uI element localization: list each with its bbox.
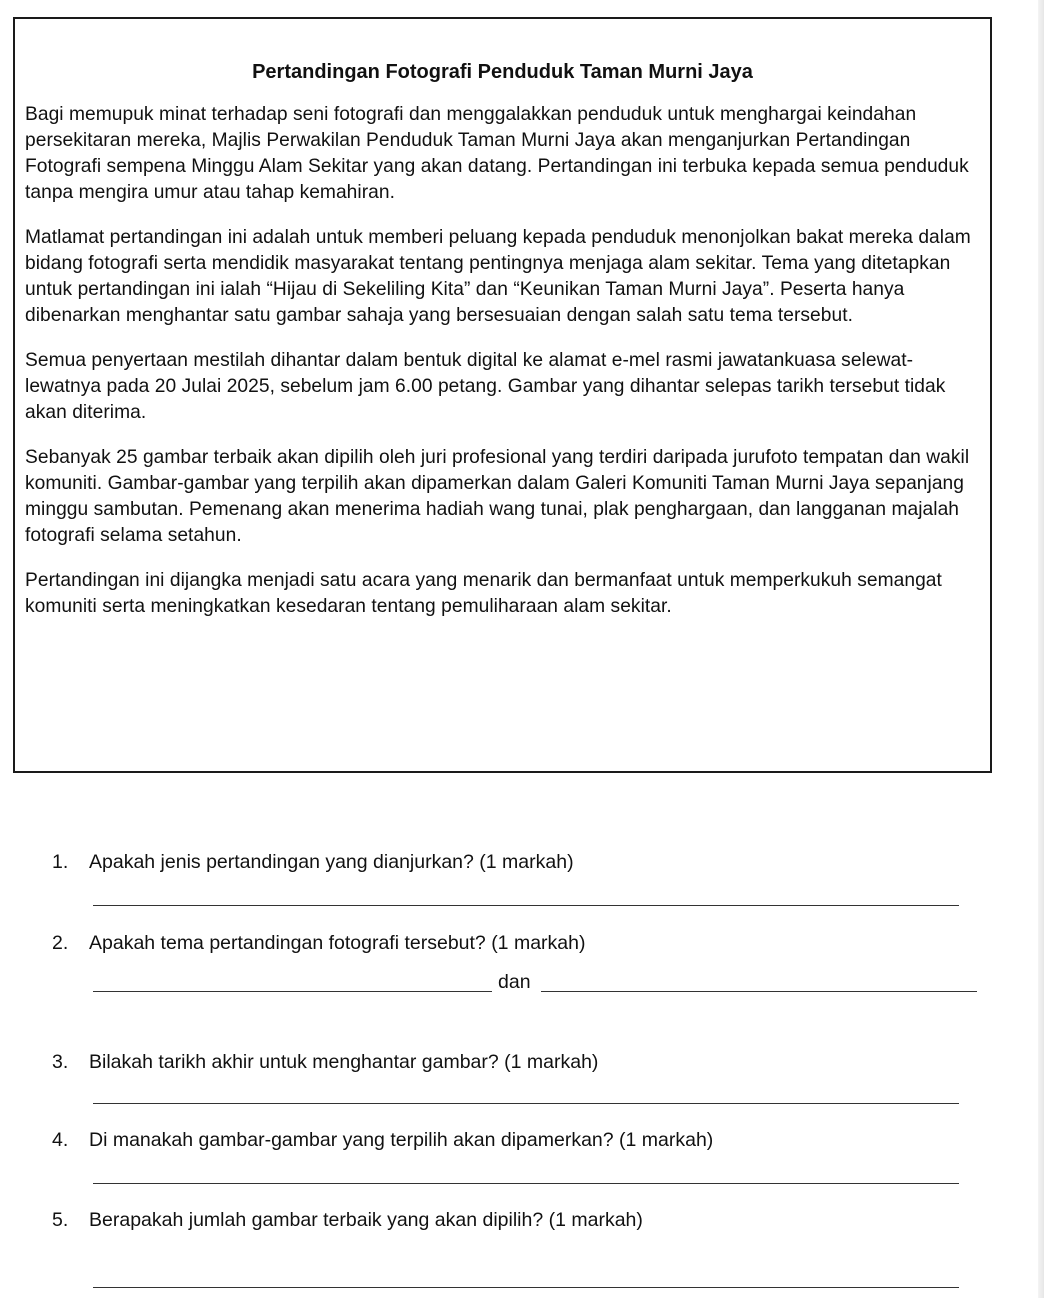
- connector-dan: dan: [498, 971, 531, 993]
- question-2: [52, 931, 585, 955]
- question-text: Berapakah jumlah gambar terbaik yang akan dipilih? (1 markah): [89, 1209, 643, 1231]
- answer-line-4[interactable]: [93, 1183, 959, 1184]
- question-number: 4.: [52, 1129, 69, 1151]
- question-3: [52, 1050, 598, 1074]
- question-text: Apakah jenis pertandingan yang dianjurkan? (1 markah): [89, 851, 574, 873]
- answer-line-2b[interactable]: [541, 991, 977, 992]
- question-1: [52, 850, 574, 874]
- question-5: [52, 1208, 643, 1232]
- passage-paragraph-1: Bagi memupuk minat terhadap seni fotografi dan menggalakkan penduduk untuk menghargai keindahan persekitaran mereka, Majlis Perwakilan Penduduk Taman Murni Jaya akan menganjurkan Pertandingan Fotografi sempena Minggu Alam Sekitar yang akan datang. Pertandingan ini terbuka kepada semua penduduk tanpa mengira umur atau tahap kemahiran.: [25, 104, 969, 203]
- question-4: [52, 1128, 713, 1152]
- page-edge-shadow: [1038, 0, 1044, 1298]
- passage-paragraph-2: Matlamat pertandingan ini adalah untuk memberi peluang kepada penduduk menonjolkan bakat mereka dalam bidang fotografi serta mendidik masyarakat tentang pentingnya menjaga alam sekitar. Tema yang ditetapkan untuk pertandingan ini ialah “Hijau di Sekeliling Kita” dan “Keunikan Taman Murni Jaya”. Peserta hanya dibenarkan menghantar satu gambar sahaja yang bersesuaian dengan salah satu tema tersebut.: [25, 227, 971, 326]
- answer-line-5[interactable]: [93, 1287, 959, 1288]
- question-number: 3.: [52, 1051, 69, 1073]
- passage-paragraph-5: Pertandingan ini dijangka menjadi satu acara yang menarik dan bermanfaat untuk memperkukuh semangat komuniti serta meningkatkan kesedaran tentang pemuliharaan alam sekitar.: [25, 570, 942, 617]
- passage-box: [13, 17, 992, 773]
- question-number: 5.: [52, 1209, 69, 1231]
- passage-title: Pertandingan Fotografi Penduduk Taman Murni Jaya: [252, 61, 753, 83]
- passage-paragraph-3: Semua penyertaan mestilah dihantar dalam bentuk digital ke alamat e-mel rasmi jawatankuasa selewat-lewatnya pada 20 Julai 2025, sebelum jam 6.00 petang. Gambar yang dihantar selepas tarikh tersebut tidak akan diterima.: [25, 350, 946, 423]
- question-number: 2.: [52, 932, 69, 954]
- question-number: 1.: [52, 851, 69, 873]
- answer-line-2a[interactable]: [93, 991, 492, 992]
- question-text: Apakah tema pertandingan fotografi tersebut? (1 markah): [89, 932, 586, 954]
- answer-line-3[interactable]: [93, 1103, 959, 1104]
- answer-line-1[interactable]: [93, 905, 959, 906]
- question-text: Di manakah gambar-gambar yang terpilih akan dipamerkan? (1 markah): [89, 1129, 714, 1151]
- passage-paragraph-4: Sebanyak 25 gambar terbaik akan dipilih oleh juri profesional yang terdiri daripada jurufoto tempatan dan wakil komuniti. Gambar-gambar yang terpilih akan dipamerkan dalam Galeri Komuniti Taman Murni Jaya sepanjang minggu sambutan. Pemenang akan menerima hadiah wang tunai, plak penghargaan, dan langganan majalah fotografi selama setahun.: [25, 447, 970, 546]
- question-text: Bilakah tarikh akhir untuk menghantar gambar? (1 markah): [89, 1051, 599, 1073]
